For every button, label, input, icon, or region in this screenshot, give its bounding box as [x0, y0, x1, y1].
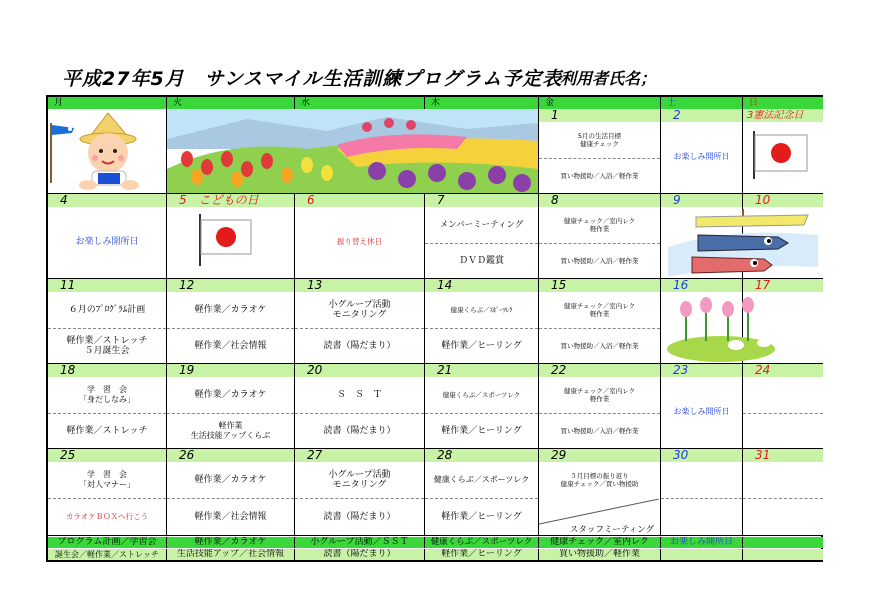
- japan-flag-icon: [751, 129, 811, 179]
- activity-pm: 買い物援助／入浴／軽作業: [539, 243, 660, 277]
- legend-row-1: [48, 537, 821, 548]
- day-number: 22: [539, 364, 660, 377]
- day-number: 20: [295, 364, 424, 377]
- diagonal-line: [539, 499, 660, 525]
- cell-week2-wed: [295, 194, 425, 279]
- cell-week5-wed: [295, 449, 425, 536]
- cell-week1-mon: [48, 109, 167, 194]
- activity-pm: 軽作業／ヒーリング: [425, 498, 538, 534]
- header-thu: 木: [425, 97, 539, 109]
- legend-cell: [743, 537, 823, 548]
- header-tue: 火: [167, 97, 295, 109]
- legend-cell: 小グループ活動／ＳＳＴ: [295, 537, 425, 548]
- cell-week5-sat: [661, 449, 743, 536]
- activity-am: 健康くらぶ／スポーツレク: [433, 475, 530, 484]
- day-number: 5 こどもの日: [167, 194, 294, 207]
- activity-am: 軽作業／カラオケ: [194, 390, 267, 400]
- activity-pm: [743, 413, 823, 447]
- carp-streamer-illustration: [668, 207, 818, 279]
- day-number: 3憲法記念日: [743, 109, 823, 122]
- day-number: 27: [295, 449, 424, 462]
- day-number: 25: [48, 449, 166, 462]
- activity-pm: 買い物援助／入浴／軽作業: [539, 158, 660, 192]
- day-number: 6: [295, 194, 424, 207]
- cell-week5-thu: [425, 449, 539, 536]
- activity-am: 学 習 会 「対人マナー」: [79, 470, 135, 489]
- cell-week5-mon: [48, 449, 167, 536]
- cell-week3-thu: [425, 279, 539, 364]
- header-wed: 水: [295, 97, 425, 109]
- cell-week4-wed: [295, 364, 425, 449]
- legend-row-2: [48, 549, 821, 560]
- cell-week4-tue: [167, 364, 295, 449]
- day-number: 13: [295, 279, 424, 292]
- activity-am: 小グループ活動 モニタリング: [328, 300, 391, 320]
- day-number: 10: [743, 194, 823, 207]
- day-number: 12: [167, 279, 294, 292]
- day-number: 15: [539, 279, 660, 292]
- activity-pm: 読書（陽だまり）: [295, 413, 424, 447]
- activity-pm: 軽作業／ヒーリング: [425, 413, 538, 447]
- activity-am: 小グループ活動 モニタリング: [328, 470, 391, 490]
- cell-week3-fri: [539, 279, 661, 364]
- activity-am: 健康チェック／室内レク 軽作業: [563, 387, 636, 403]
- activity-pm: 読書（陽だまり）: [295, 498, 424, 534]
- day-number: 23: [661, 364, 742, 377]
- cell-week3-mon: [48, 279, 167, 364]
- day-number: 24: [743, 364, 823, 377]
- day-number: 21: [425, 364, 538, 377]
- day-number: 26: [167, 449, 294, 462]
- activity-pm: 軽作業／ストレッチ ５月誕生会: [48, 328, 166, 362]
- day-number: 9: [661, 194, 742, 207]
- activity-am: 健康チェック／室内レク 軽作業: [563, 302, 636, 318]
- japan-flag-icon: [197, 212, 257, 268]
- header-fri: 金: [539, 97, 661, 109]
- cell-week3-wed: [295, 279, 425, 364]
- cell-week2-mon: [48, 194, 167, 279]
- legend-cell: 生活技能アップ／社会情報: [167, 549, 295, 560]
- cell-week1-sun: [743, 109, 823, 194]
- activity-pm: 軽作業／社会情報: [167, 328, 294, 362]
- user-name-label: 利用者氏名；: [560, 69, 657, 88]
- activity-am: メンバーミーティング: [439, 220, 524, 230]
- activity-holiday: 振り替え休日: [337, 237, 382, 246]
- cell-week4-sun: [743, 364, 823, 449]
- cell-week1-fri: [539, 109, 661, 194]
- activity-am: 学 習 会 「身だしなみ」: [79, 385, 135, 404]
- calendar: [46, 95, 823, 562]
- cell-week4-sat: [661, 364, 743, 449]
- day-number: 7: [425, 194, 538, 207]
- activity-open-day: お楽しみ開所日: [75, 237, 139, 247]
- legend-cell: 読書（陽だまり）: [295, 549, 425, 560]
- legend-cell: 買い物援助／軽作業: [539, 549, 661, 560]
- day-number: 30: [661, 449, 742, 462]
- cell-week4-fri: [539, 364, 661, 449]
- header-mon: 月: [48, 97, 167, 109]
- activity-am: Ｓ Ｓ Ｔ: [336, 390, 382, 400]
- day-number: 18: [48, 364, 166, 377]
- activity-pm: 軽作業 生活技能アップくらぶ: [167, 413, 294, 447]
- legend-cell: [661, 549, 743, 560]
- activity-am: ６月のﾌﾟﾛｸﾞﾗﾑ計画: [68, 305, 146, 315]
- day-number: 4: [48, 194, 166, 207]
- legend-cell: 誕生会／軽作業／ストレッチ: [48, 549, 167, 560]
- activity-pm: カラオケＢＯＸへ行こう: [48, 498, 166, 534]
- cell-week4-thu: [425, 364, 539, 449]
- child-with-kite-illustration: [48, 109, 166, 193]
- legend-cell: 軽作業／カラオケ: [167, 537, 295, 548]
- activity-am: 健康チェック／室内レク 軽作業: [563, 217, 636, 233]
- activity-pm: 買い物援助／入浴／軽作業: [539, 413, 660, 447]
- activity-pm: [661, 498, 742, 534]
- day-number: 2: [661, 109, 742, 122]
- day-number: 8: [539, 194, 660, 207]
- day-number: 29: [539, 449, 660, 462]
- day-number: 28: [425, 449, 538, 462]
- activity-pm: 軽作業／ストレッチ: [48, 413, 166, 447]
- activity-am: 軽作業／カラオケ: [194, 305, 267, 315]
- activity-staff-meeting: スタッフミーティング: [569, 525, 654, 535]
- day-number: 16: [661, 279, 742, 292]
- activity-pm: 軽作業／社会情報: [167, 498, 294, 534]
- day-number: 11: [48, 279, 166, 292]
- header-sat: 土: [661, 97, 743, 109]
- day-number: 31: [743, 449, 823, 462]
- activity-pm: [743, 498, 823, 534]
- day-number: 17: [743, 279, 823, 292]
- cell-week5-tue: [167, 449, 295, 536]
- activity-pm: 買い物援助／入浴／軽作業: [539, 328, 660, 362]
- legend-cell: 健康くらぶ／スポーツレク: [425, 537, 539, 548]
- activity-pm: 読書（陽だまり）: [295, 328, 424, 362]
- legend-cell: プログラム計画／学習会: [48, 537, 167, 548]
- cell-week2-tue: [167, 194, 295, 279]
- activity-am: 5月の生活目標 健康チェック: [577, 132, 622, 148]
- tulip-field-illustration: [167, 109, 538, 193]
- legend-cell: 軽作業／ヒーリング: [425, 549, 539, 560]
- activity-am: 健康くらぶ／スポーツレク: [442, 391, 521, 399]
- header-sun: 日: [743, 97, 823, 109]
- activity-am: 健康くらぶ／ｽﾎﾟｰﾂﾚｸ: [450, 306, 513, 314]
- cell-week1-sat: [661, 109, 743, 194]
- cell-week4-mon: [48, 364, 167, 449]
- cell-week2-fri: [539, 194, 661, 279]
- day-number: 14: [425, 279, 538, 292]
- cell-week2-thu: [425, 194, 539, 279]
- cell-week3-tue: [167, 279, 295, 364]
- legend-cell: 健康チェック／室内レク: [539, 537, 661, 548]
- cell-week1-tue-thu: [167, 109, 539, 194]
- cell-week5-fri: [539, 449, 661, 536]
- page-title: 平成27年5月 サンスマイル生活訓練プログラム予定表: [62, 68, 563, 90]
- cell-week5-sun: [743, 449, 823, 536]
- activity-open-day: お楽しみ開所日: [673, 407, 730, 416]
- legend-cell: お楽しみ開所日: [661, 537, 743, 548]
- activity-am: 軽作業／カラオケ: [194, 475, 267, 485]
- day-number: 1: [539, 109, 660, 122]
- activity-pm: 軽作業／ヒーリング: [425, 328, 538, 362]
- legend-cell: [743, 549, 823, 560]
- day-number: 19: [167, 364, 294, 377]
- activity-open-day: お楽しみ開所日: [673, 152, 730, 161]
- tulips-illustration: [666, 295, 776, 363]
- activity-am: ５月目標の振り返り 健康チェック／買い物援助: [560, 472, 639, 488]
- activity-pm: ＤＶＤ鑑賞: [425, 243, 538, 277]
